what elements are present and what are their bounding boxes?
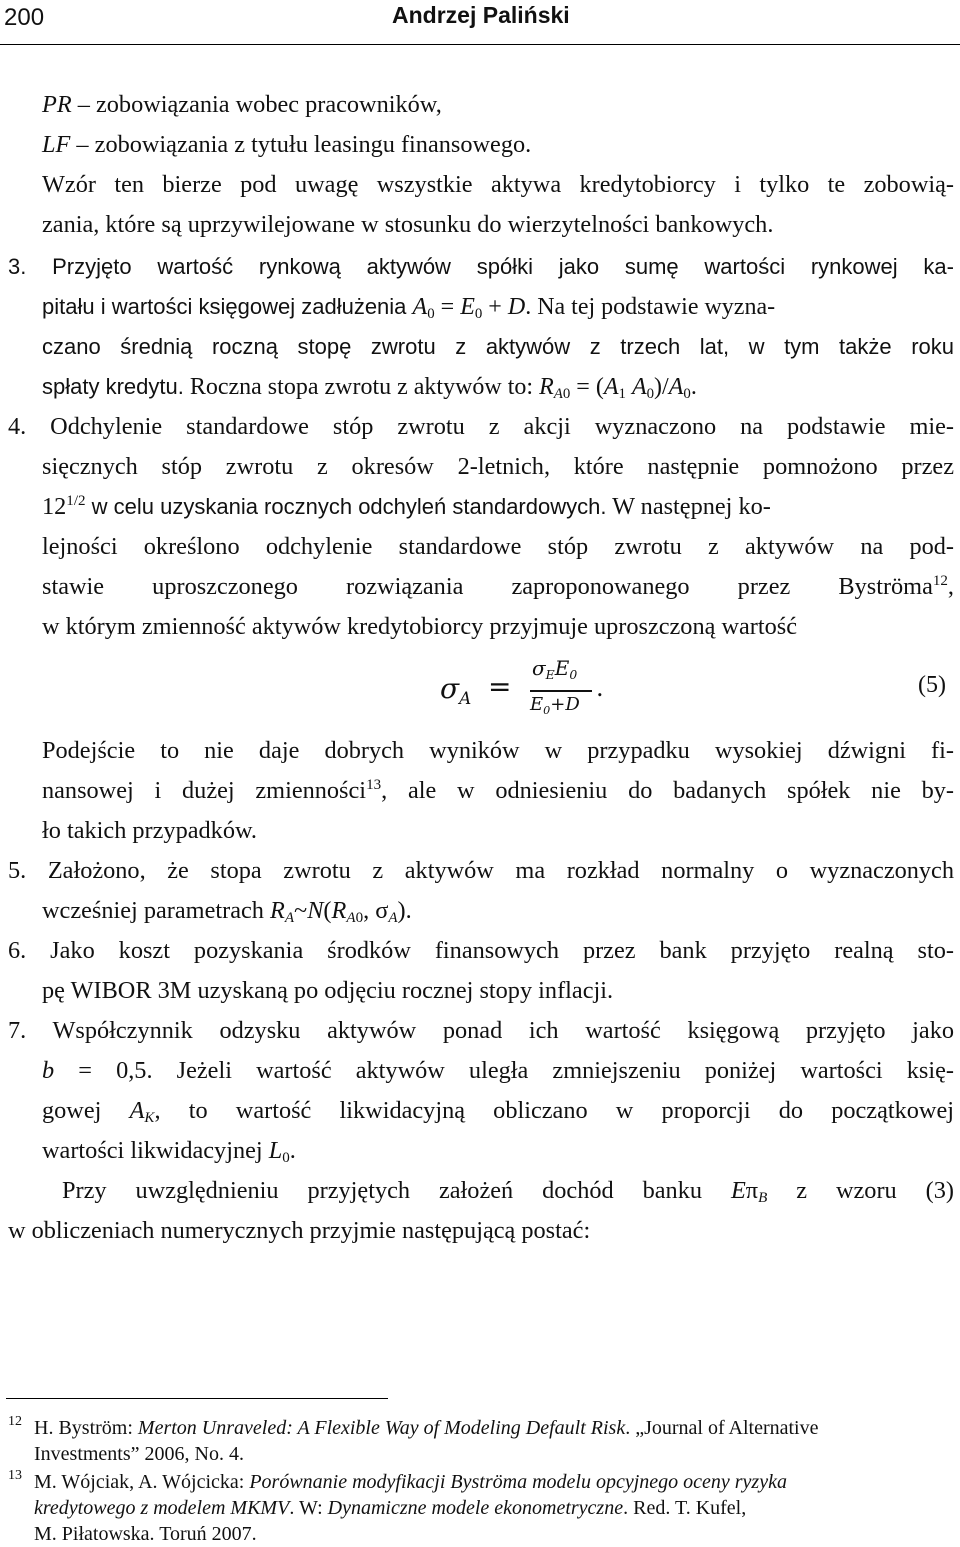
symbol-pr: PR [42,91,72,118]
footnote-12-line-1 [34,1416,818,1440]
fn13-title-b: kredytowego z modelem MKMV [34,1497,290,1519]
den-e: E [530,694,544,715]
item3-line-3: czano średnią roczną stopę zwrotu z aktywów z trzech lat, w tym także roku [42,334,954,359]
den-rest: +D [550,694,580,715]
footnote-12-line-2: Investments” 2006, No. 4. [34,1443,244,1465]
item7-line-1: 7. Współczynnik odzysku aktywów ponad ich wartość księgową przyjęto jako [8,1017,954,1044]
footnote-mark-12: 12 [8,1414,22,1429]
twelve: 12 [42,493,67,520]
item7-line-2 [42,1056,954,1086]
num-e-sub: 0 [569,667,578,682]
exponent-half: 1/2 [66,493,86,509]
formula-lhs [440,672,472,708]
fn13-in: . W: [289,1497,328,1519]
fn12-author: H. Byström: [34,1417,138,1439]
def-pr [42,90,442,120]
item5-line-2: wcześniej parametrach $R_A\sim N(R_{A0}$, $\sigma_A$). [42,897,412,926]
item4-line-2: sięcznych stóp zwrotu z okresów 2-letnich, które następnie pomnożono przez [42,453,954,480]
footnote-ref-12: 12 [932,573,948,589]
sigma-e-sub: E [545,667,555,682]
item4-l3c: w celu uzyskania rocznych odchyleń standardowych. [85,494,607,519]
after-line-2 [42,776,954,806]
fn13-authors: M. Wójciak, A. Wójcicka: [34,1471,250,1493]
formula-period: . [596,674,604,702]
formula-denominator [530,694,580,715]
equation-number: (5) [918,672,946,698]
formula-equals: = [488,670,512,703]
item6-line-1: 6. Jako koszt pozyskania środków finansowych przez bank przyjęto realną sto- [8,937,954,964]
footnote-13-line-1 [34,1470,787,1494]
item4-l3d: W następnej ko- [606,493,771,520]
symbol-b: b [42,1057,55,1084]
item5-l2a: wcześniej parametrach [42,897,270,924]
wzor-line-1: Wzór ten bierze pod uwagę wszystkie aktywa kredytobiorcy i tylko te zobowią- [42,171,954,198]
den-e-sub: 0 [543,704,551,717]
item3-line-1: 3. Przyjęto wartość rynkową aktywów spółki jako sumę wartości rynkowej ka- [8,254,954,279]
wzor-line-2: zania, które są uprzywilejowane w stosunku do wierzytelności bankowych. [42,211,774,238]
item7-line-4: wartości likwidacyjnej $L_0$. [42,1137,296,1166]
item3-line-2: pitału i wartości księgowej zadłużenia $A_0 = E_0 + D$. Na tej podstawie wyzna- [42,294,776,322]
symbol-lf: LF [42,131,71,158]
item7-l4a: wartości likwidacyjnej [42,1137,269,1164]
num-e: E [554,656,570,680]
fn13-title-a: Porównanie modyfikacji Byströma modelu opcyjnego oceny ryzyka [249,1471,787,1493]
item4-line-6: w którym zmienność aktywów kredytobiorcy przyjmuje uproszczoną wartość [42,613,798,640]
def-pr-text: – zobowiązania wobec pracowników, [71,91,442,118]
item4-line-5 [42,572,954,602]
def-lf [42,130,531,160]
after-line-3: ło takich przypadków. [42,817,258,844]
closing-l1b: z wzoru (3) [767,1177,954,1204]
item4-line-4: lejności określono odchylenie standardowe stóp zwrotu z aktywów na pod- [42,533,954,560]
item7-l3a: gowej [42,1097,130,1124]
footnote-rule [6,1398,388,1399]
header-rule [0,44,960,45]
def-lf-text: – zobowiązania z tytułu leasingu finansowego. [70,131,532,158]
item3-l4b: Roczna stopa zwrotu z aktywów to: [183,374,540,400]
fn13-editors: . Red. T. Kufel, [623,1497,747,1519]
formula-numerator [532,656,577,680]
page-header [0,0,960,44]
fn12-title: Merton Unraveled: A Flexible Way of Modeling Default Risk [137,1417,626,1439]
item4-line-1: 4. Odchylenie standardowe stóp zwrotu z akcji wyznaczono na podstawie mie- [8,413,954,440]
closing-line-1: Przy uwzględnieniu przyjętych założeń dochód banku $E\pi_B$ z wzoru (3) [62,1177,954,1206]
item4-l5a: stawie uproszczonego rozwiązania zaproponowanego przez Byströma [42,573,933,600]
item7-line-3: gowej $A_K$, to wartość likwidacyjną obliczano w proporcji do początkowej [42,1097,955,1126]
page-number: 200 [4,4,45,31]
footnote-mark-13: 13 [8,1468,22,1483]
sigma-a-sub: A [459,688,472,708]
item3-l2a: pitału i wartości księgowej zadłużenia [42,294,413,319]
item3-l4a: spłaty kredytu. [42,374,184,399]
after-l2a: nansowej i dużej zmienności [42,777,367,804]
footnote-13-line-3: M. Piłatowska. Toruń 2007. [34,1523,257,1545]
fraction-bar [530,690,592,692]
item7-l2b: = 0,5. Jeżeli wartość aktywów uległa zmniejszeniu poniżej wartości księ- [54,1057,954,1084]
item3-line-4: spłaty kredytu. Roczna stopa zwrotu z aktywów to: $R_{A0} = (A_1$ $A_0)/A_0$. [42,374,697,402]
sigma-a: σ [440,672,460,705]
after-line-1: Podejście to nie daje dobrych wyników w przypadku wysokiej dźwigni fi- [42,737,954,764]
item3-l2b: . Na tej podstawie wyzna- [525,294,776,320]
closing-l1a: Przy uwzględnieniu przyjętych założeń dochód banku [62,1177,731,1204]
item4-l5c: , [947,573,954,600]
fn13-book: Dynamiczne modele ekonometryczne [327,1497,624,1519]
fn12-journal: . „Journal of Alternative [625,1417,819,1439]
item7-l3b: , to wartość likwidacyjną obliczano w proporcji do początkowej [154,1097,955,1124]
closing-line-2: w obliczeniach numerycznych przyjmie następującą postać: [8,1217,591,1244]
item5-line-1: 5. Założono, że stopa zwrotu z aktywów ma rozkład normalny o wyznaczonych [8,857,954,884]
equation-5 [440,656,620,720]
sigma-e: σ [532,656,546,680]
after-l2c: , ale w odniesieniu do badanych spółek nie by- [381,777,955,804]
item6-line-2: pę WIBOR 3M uzyskaną po odjęciu rocznej stopy inflacji. [42,977,614,1004]
running-head-author: Andrzej Paliński [392,2,570,28]
footnote-ref-13: 13 [366,777,382,793]
item4-line-3 [42,492,771,522]
footnote-13-line-2 [34,1496,746,1520]
